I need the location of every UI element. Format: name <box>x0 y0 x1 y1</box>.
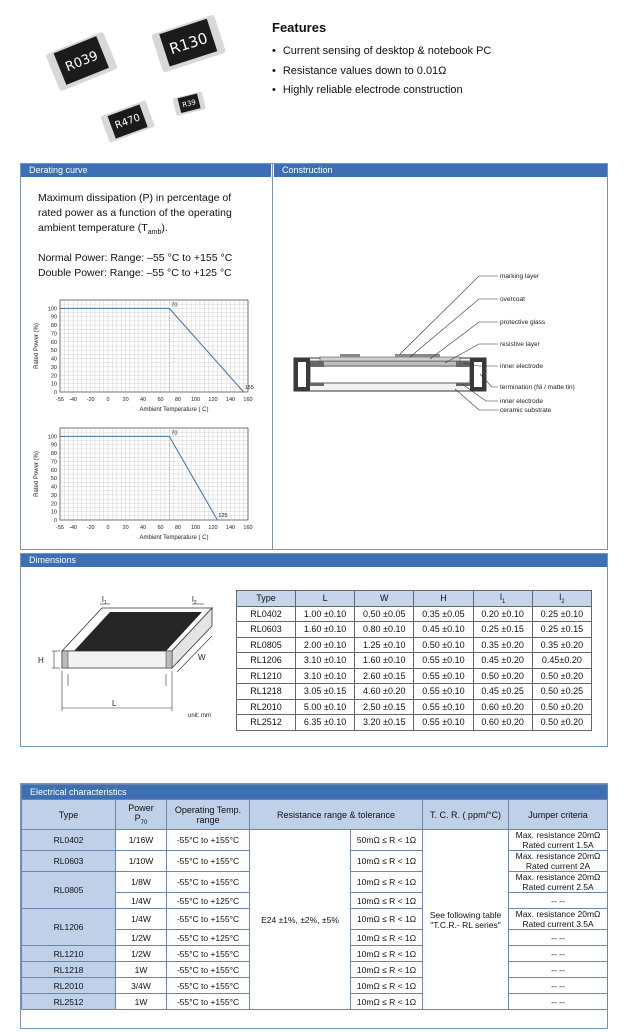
y-axis-label: Rated Power (%) <box>34 323 40 369</box>
jumper-cell: Max. resistance 20mΩ Rated current 1.5A <box>509 830 608 851</box>
x-axis-label: Ambient Temperature ( C) <box>139 407 209 413</box>
y-tick-label: 60 <box>50 467 57 474</box>
range-cell: 10mΩ ≤ R < 1Ω <box>351 930 423 946</box>
temp-cell: -55°C to +155°C <box>167 909 250 930</box>
range-cell: 10mΩ ≤ R < 1Ω <box>351 962 423 978</box>
jumper-cell: -- -- <box>509 994 608 1010</box>
dim-label-w: W <box>198 653 206 662</box>
x-tick-label: 80 <box>174 525 182 531</box>
construction-header: Construction <box>274 164 607 177</box>
value-cell: 0.45 ±0.25 <box>473 684 532 700</box>
temp-cell: -55°C to +155°C <box>167 994 250 1010</box>
x-tick-label: 60 <box>157 525 164 531</box>
range-cell: 10mΩ ≤ R < 1Ω <box>351 893 423 909</box>
temp-cell: -55°C to +125°C <box>167 930 250 946</box>
derating-chart-double <box>30 424 255 542</box>
power-cell: 1/2W <box>116 946 167 962</box>
construction-diagram <box>280 262 600 422</box>
power-cell: 1/10W <box>116 851 167 872</box>
col-jumper: Jumper criteria <box>509 800 608 830</box>
table-row <box>237 637 592 653</box>
type-cell: RL1210 <box>22 946 116 962</box>
temp-cell: -55°C to +155°C <box>167 946 250 962</box>
value-cell: 0.50 ±0.05 <box>355 606 414 622</box>
double-power-range: Double Power: Range: –55 °C to +125 °C <box>38 267 232 279</box>
dim-label-l: L <box>112 699 117 708</box>
label-ceramic-substrate: ceramic substrate <box>500 407 552 414</box>
range-cell: 50mΩ ≤ R < 1Ω <box>351 830 423 851</box>
value-cell: 2.60 ±0.15 <box>355 668 414 684</box>
derating-chart-normal <box>30 296 255 414</box>
x-tick-label: -40 <box>69 397 78 403</box>
chip-label-4: R39 <box>181 98 197 110</box>
power-cell: 1/4W <box>116 909 167 930</box>
value-cell: 0.60 ±0.20 <box>473 715 532 731</box>
dim-label-l2: $l_2$ <box>192 596 197 606</box>
col-temp: Operating Temp. range <box>167 800 250 830</box>
table-row <box>237 715 592 731</box>
label-overcoat: overcoat <box>500 296 525 303</box>
col-power: Power $P_{70}$ <box>116 800 167 830</box>
value-cell: 0.55 ±0.10 <box>414 715 473 731</box>
value-cell: 0.45±0.20 <box>532 653 591 669</box>
dimensions-table <box>236 590 592 731</box>
value-cell: 0.55 ±0.10 <box>414 699 473 715</box>
y-tick-label: 40 <box>50 356 57 363</box>
value-cell: 0.50 ±0.25 <box>532 684 591 700</box>
col-tcr: T. C. R. ( ppm/°C) <box>423 800 509 830</box>
chip-label-3: R470 <box>113 112 142 132</box>
jumper-cell: -- -- <box>509 930 608 946</box>
value-cell: 0.80 ±0.10 <box>355 622 414 638</box>
y-tick-label: 100 <box>47 434 57 441</box>
x-tick-label: 20 <box>122 525 129 531</box>
col-type: Type <box>22 800 116 830</box>
x-tick-label: 160 <box>243 397 253 403</box>
tolerance-cell: E24 ±1%, ±2%, ±5% <box>250 830 351 1010</box>
power-cell: 1W <box>116 962 167 978</box>
x-tick-label: 20 <box>122 397 129 403</box>
value-cell: 0.25 ±0.10 <box>532 606 591 622</box>
x-tick-label: 100 <box>190 525 201 531</box>
range-cell: 10mΩ ≤ R < 1Ω <box>351 994 423 1010</box>
label-marking-layer: marking layer <box>500 273 540 280</box>
value-cell: 3.10 ±0.10 <box>296 653 355 669</box>
type-cell: RL1206 <box>237 653 296 669</box>
electrical-table <box>21 784 608 1010</box>
annotation-label: 155 <box>244 385 254 391</box>
power-cell: 1/8W <box>116 872 167 893</box>
type-cell: RL0402 <box>22 830 116 851</box>
value-cell: 0.25 ±0.15 <box>532 622 591 638</box>
x-tick-label: 120 <box>208 525 218 531</box>
type-cell: RL2512 <box>237 715 296 731</box>
col-type: Type <box>237 591 296 607</box>
value-cell: 0.20 ±0.10 <box>473 606 532 622</box>
y-tick-label: 80 <box>50 451 57 458</box>
value-cell: 0.55 ±0.10 <box>414 653 473 669</box>
y-tick-label: 90 <box>50 442 57 449</box>
x-tick-label: 100 <box>190 397 201 403</box>
x-tick-label: 60 <box>157 397 164 403</box>
value-cell: 2.50 ±0.15 <box>355 699 414 715</box>
label-resistive-layer: resistive layer <box>500 341 540 348</box>
y-tick-label: 20 <box>50 373 57 380</box>
x-tick-label: -20 <box>86 397 95 403</box>
power-cell: 1/16W <box>116 830 167 851</box>
x-tick-label: 160 <box>243 525 253 531</box>
feature-item: • Current sensing of desktop & notebook PC <box>272 42 491 62</box>
value-cell: 0.45 ±0.20 <box>473 653 532 669</box>
col-l1: $l_1$ <box>473 591 532 607</box>
dim-label-h: H <box>38 656 44 665</box>
x-tick-label: 80 <box>174 397 182 403</box>
type-cell: RL2010 <box>22 978 116 994</box>
value-cell: 0.50 ±0.10 <box>414 637 473 653</box>
x-tick-label: -55 <box>56 397 64 403</box>
type-cell: RL2010 <box>237 699 296 715</box>
range-cell: 10mΩ ≤ R < 1Ω <box>351 872 423 893</box>
y-axis-label: Rated Power (%) <box>34 451 40 497</box>
resistor-chips-photo <box>40 12 240 147</box>
value-cell: 5.00 ±0.10 <box>296 699 355 715</box>
electrical-table-header <box>22 800 608 830</box>
type-cell: RL0805 <box>237 637 296 653</box>
jumper-cell: -- -- <box>509 962 608 978</box>
value-cell: 4.60 ±0.20 <box>355 684 414 700</box>
type-cell: RL0603 <box>22 851 116 872</box>
value-cell: 2.00 ±0.10 <box>296 637 355 653</box>
temp-cell: -55°C to +155°C <box>167 962 250 978</box>
jumper-cell: Max. resistance 20mΩ Rated current 3.5A <box>509 909 608 930</box>
jumper-cell: -- -- <box>509 946 608 962</box>
chip-label-1: R039 <box>63 48 101 76</box>
tcr-cell: See following table "T.C.R.- RL series" <box>423 830 509 1010</box>
type-cell: RL0805 <box>22 872 116 909</box>
x-tick-label: 140 <box>225 397 236 403</box>
y-tick-label: 70 <box>50 459 57 466</box>
value-cell: 0.50 ±0.20 <box>532 668 591 684</box>
value-cell: 0.55 ±0.10 <box>414 684 473 700</box>
features-title: Features <box>272 20 327 35</box>
y-tick-label: 60 <box>50 339 57 346</box>
table-row <box>237 668 592 684</box>
x-axis-label: Ambient Temperature ( C) <box>139 535 209 541</box>
value-cell: 3.05 ±0.15 <box>296 684 355 700</box>
dim-label-l1: $l_1$ <box>102 596 107 606</box>
value-cell: 1.00 ±0.10 <box>296 606 355 622</box>
jumper-cell: -- -- <box>509 893 608 909</box>
table-row <box>237 684 592 700</box>
value-cell: 6.35 ±0.10 <box>296 715 355 731</box>
temp-cell: -55°C to +155°C <box>167 851 250 872</box>
dim-unit-label: unit: mm <box>188 713 212 719</box>
power-cell: 1W <box>116 994 167 1010</box>
y-tick-label: 10 <box>50 381 57 388</box>
annotation-label: 70 <box>171 302 178 309</box>
derating-header: Derating curve <box>21 164 271 177</box>
value-cell: 3.10 ±0.10 <box>296 668 355 684</box>
col-l: L <box>296 591 355 607</box>
value-cell: 1.60 ±0.10 <box>355 653 414 669</box>
range-cell: 10mΩ ≤ R < 1Ω <box>351 946 423 962</box>
type-cell: RL1218 <box>22 962 116 978</box>
y-tick-label: 0 <box>53 390 57 396</box>
temp-cell: -55°C to +155°C <box>167 830 250 851</box>
x-tick-label: 0 <box>106 525 110 531</box>
value-cell: 0.50 ±0.20 <box>473 668 532 684</box>
features-list <box>272 42 491 101</box>
dimensions-table-header <box>237 591 592 607</box>
power-cell: 3/4W <box>116 978 167 994</box>
x-tick-label: -20 <box>86 525 95 531</box>
x-tick-label: -40 <box>69 525 78 531</box>
y-tick-label: 20 <box>50 501 57 508</box>
power-cell: 1/4W <box>116 893 167 909</box>
type-cell: RL0603 <box>237 622 296 638</box>
x-tick-label: 40 <box>140 525 147 531</box>
derating-description: Maximum dissipation (P) in percentage of rated power as a function of the operating ambient temperature $(T_{amb})$. <box>38 192 232 237</box>
feature-item: • Resistance values down to 0.01Ω <box>272 62 491 82</box>
col-h: H <box>414 591 473 607</box>
table-row <box>22 830 608 851</box>
value-cell: 0.50 ±0.20 <box>532 699 591 715</box>
y-tick-label: 100 <box>47 306 57 313</box>
jumper-cell: Max. resistance 20mΩ Rated current 2.5A <box>509 872 608 893</box>
type-cell: RL1210 <box>237 668 296 684</box>
label-protective-glass: protective glass <box>500 319 546 326</box>
temp-cell: -55°C to +155°C <box>167 872 250 893</box>
x-tick-label: 40 <box>140 397 147 403</box>
type-cell: RL0402 <box>237 606 296 622</box>
annotation-label: 125 <box>218 513 228 519</box>
y-tick-label: 50 <box>50 476 57 483</box>
annotation-label: 70 <box>171 430 178 437</box>
power-cell: 1/2W <box>116 930 167 946</box>
value-cell: 0.25 ±0.15 <box>473 622 532 638</box>
value-cell: 1.25 ±0.10 <box>355 637 414 653</box>
range-cell: 10mΩ ≤ R < 1Ω <box>351 909 423 930</box>
electrical-header: Electrical characteristics <box>22 785 608 800</box>
x-tick-label: 140 <box>225 525 236 531</box>
type-cell: RL1206 <box>22 909 116 946</box>
y-tick-label: 0 <box>53 518 57 524</box>
value-cell: 0.50 ±0.20 <box>532 715 591 731</box>
jumper-cell: -- -- <box>509 978 608 994</box>
feature-item: • Highly reliable electrode construction <box>272 81 491 101</box>
y-tick-label: 30 <box>50 364 57 371</box>
table-row <box>237 622 592 638</box>
dimensions-header: Dimensions <box>21 554 607 567</box>
value-cell: 0.35 ±0.05 <box>414 606 473 622</box>
y-tick-label: 70 <box>50 331 57 338</box>
value-cell: 0.60 ±0.20 <box>473 699 532 715</box>
col-l2: $l_2$ <box>532 591 591 607</box>
y-tick-label: 40 <box>50 484 57 491</box>
jumper-cell: Max. resistance 20mΩ Rated current 2A <box>509 851 608 872</box>
label-termination: termination (Ni / matte tin) <box>500 384 575 391</box>
value-cell: 0.55 ±0.10 <box>414 668 473 684</box>
range-cell: 10mΩ ≤ R < 1Ω <box>351 978 423 994</box>
col-w: W <box>355 591 414 607</box>
temp-cell: -55°C to +125°C <box>167 893 250 909</box>
type-cell: RL1218 <box>237 684 296 700</box>
label-inner-electrode-top: inner electrode <box>500 363 543 370</box>
type-cell: RL2512 <box>22 994 116 1010</box>
value-cell: 0.35 ±0.20 <box>532 637 591 653</box>
y-tick-label: 90 <box>50 314 57 321</box>
y-tick-label: 50 <box>50 348 57 355</box>
chip-label-2: R130 <box>167 28 210 59</box>
table-row <box>237 653 592 669</box>
normal-power-range: Normal Power: Range: –55 °C to +155 °C <box>38 252 233 264</box>
panel-divider <box>272 164 273 549</box>
y-tick-label: 10 <box>50 509 57 516</box>
value-cell: 1.60 ±0.10 <box>296 622 355 638</box>
value-cell: 0.45 ±0.10 <box>414 622 473 638</box>
col-resistance: Resistance range & tolerance <box>250 800 423 830</box>
y-tick-label: 30 <box>50 492 57 499</box>
x-tick-label: 0 <box>106 397 110 403</box>
temp-cell: -55°C to +155°C <box>167 978 250 994</box>
range-cell: 10mΩ ≤ R < 1Ω <box>351 851 423 872</box>
dimensions-diagram <box>32 596 232 721</box>
table-row <box>237 606 592 622</box>
x-tick-label: -55 <box>56 525 64 531</box>
value-cell: 0.35 ±0.20 <box>473 637 532 653</box>
label-inner-electrode-bottom: inner electrode <box>500 398 543 405</box>
x-tick-label: 120 <box>208 397 218 403</box>
value-cell: 3.20 ±0.15 <box>355 715 414 731</box>
y-tick-label: 80 <box>50 323 57 330</box>
table-row <box>237 699 592 715</box>
